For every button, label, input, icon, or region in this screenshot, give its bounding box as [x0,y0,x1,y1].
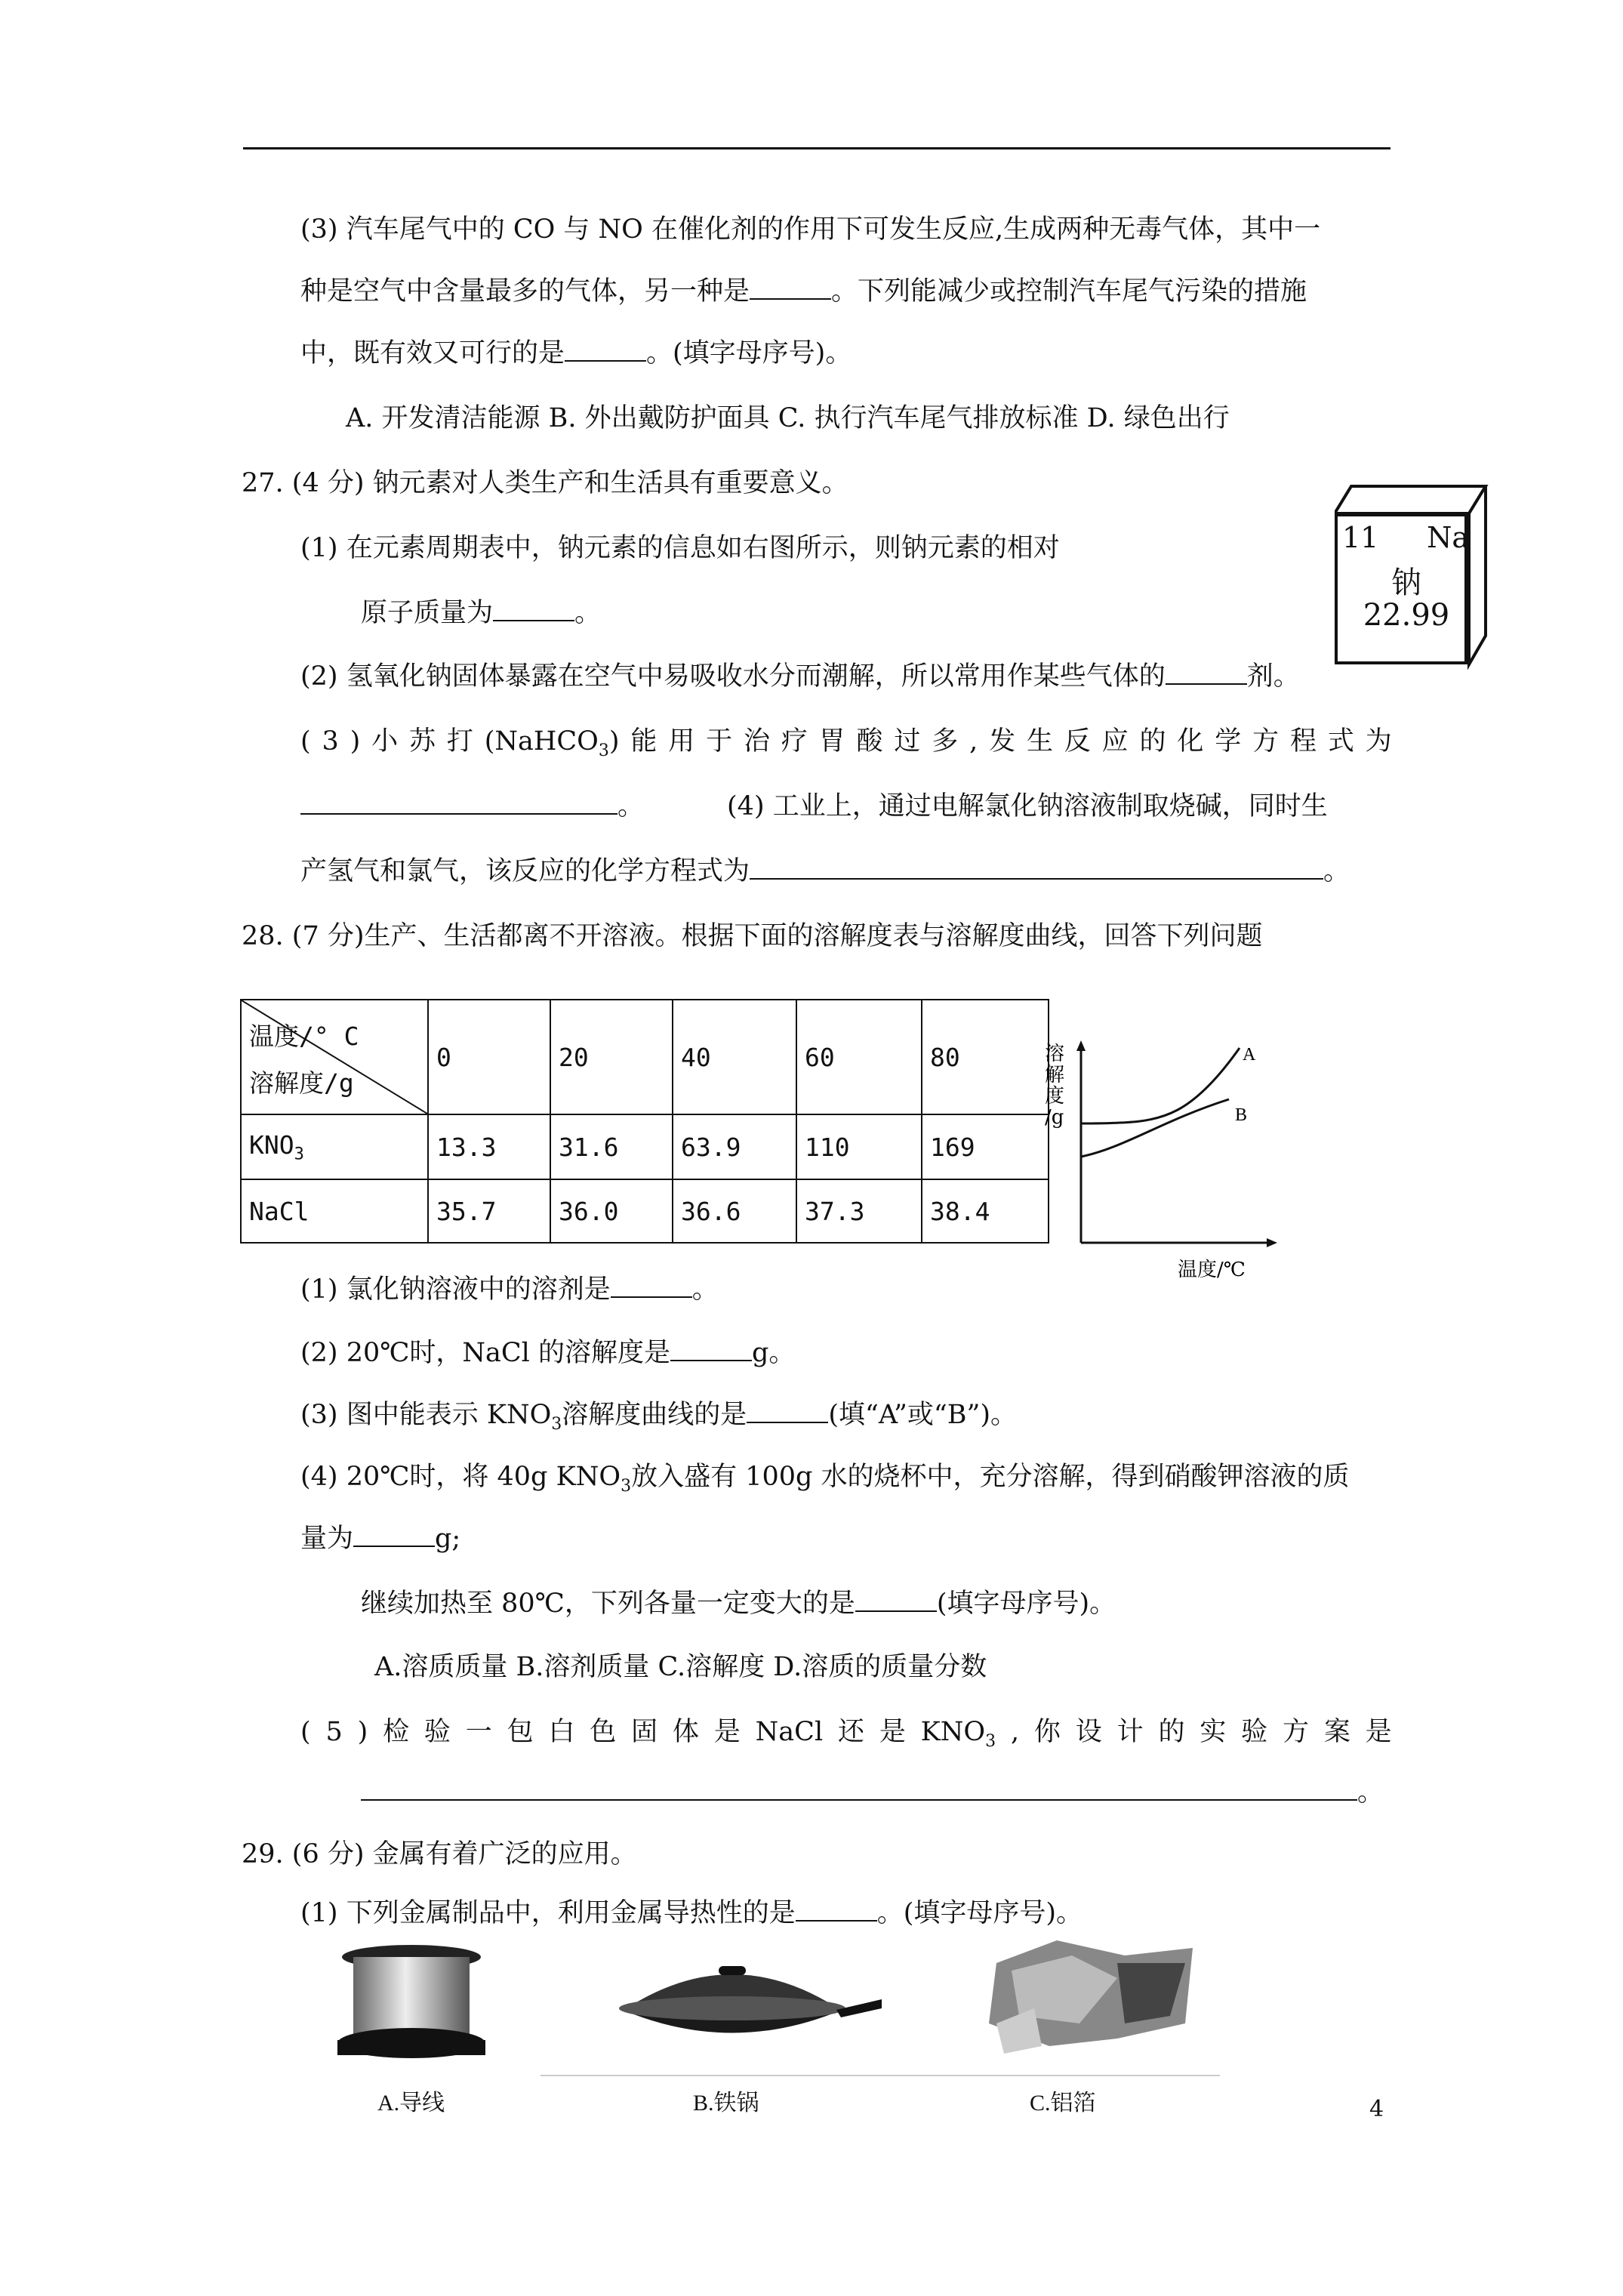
q27-part2: (2) 氢氧化钠固体暴露在空气中易吸收水分而潮解，所以常用作某些气体的 剂。 [300,661,1300,692]
q28-part4-heat: 继续加热至 80℃，下列各量一定变大的是 (填字母序号)。 [361,1589,1116,1619]
temp-header: 20 [550,1000,673,1114]
header-rule [243,147,1390,149]
table-cell: 63.9 [673,1114,796,1179]
q26-line-1: (3) 汽车尾气中的 CO 与 NO 在催化剂的作用下可发生反应,生成两种无毒气体，其中一 [300,214,1321,245]
solubility-table [240,999,1049,1244]
y-label-char: 解 [1045,1064,1065,1086]
q27-part1-cont: 原子质量为 。 [361,598,602,628]
table-cell: 38.4 [922,1179,1049,1243]
q28-part2: (2) 20℃时，NaCl 的溶解度是 g。 [300,1338,796,1368]
page-number: 4 [1369,2096,1384,2122]
corner-solubility-label: 溶解度/g [249,1068,354,1098]
curve-b [1081,1099,1229,1157]
curve-a [1081,1048,1240,1123]
sodium-element-card [1335,485,1478,636]
table-cell: 36.0 [550,1179,673,1243]
y-label-char: /g [1045,1106,1064,1129]
caption-c: C.铝箔 [1030,2091,1096,2116]
q26-line-3: 中，既有效又可行的是 。(填字母序号)。 [300,338,852,368]
temp-header: 0 [428,1000,550,1114]
y-label-char: 度 [1045,1085,1065,1108]
table-row [241,1114,1049,1179]
q27-part1: (1) 在元素周期表中，钠元素的信息如右图所示，则钠元素的相对 [300,533,1060,563]
iron-wok-image [596,1948,883,2069]
x-axis-arrow-icon [1267,1238,1277,1247]
q28-part3: (3) 图中能表示 $KNO_3$溶解度曲线的是 (填“A”或“B”)。 [300,1400,1018,1434]
atomic-mass: 22.99 [1363,598,1450,633]
q28-title: 28. (7 分)生产、生活都离不开溶液。根据下面的溶解度表与溶解度曲线，回答下列问题 [242,921,1263,951]
aluminum-foil-image [966,1933,1208,2065]
q28-part4-options: A.溶质质量 B.溶剂质量 C.溶解度 D.溶质的质量分数 [374,1652,987,1682]
curve-a-label: A [1243,1045,1256,1065]
table-cell: 13.3 [428,1114,550,1179]
q28-part5-answer: 。 [361,1774,1384,1811]
table-row [241,1179,1049,1243]
solubility-curve-graph [1042,1034,1298,1284]
row-label-kno3: $KNO_3$ [241,1114,428,1179]
caption-b: B.铁锅 [693,2091,759,2116]
q28-part4: (4) 20℃时，将 40g $KNO_3$放入盛有 100g 水的烧杯中，充分溶解，得到硝酸钾溶液的质 [300,1462,1350,1496]
table-cell: 31.6 [550,1114,673,1179]
table-cell: 110 [796,1114,922,1179]
q27-part3-cont: 。 (4) 工业上，通过电解氯化钠溶液制取烧碱，同时生 [300,788,1328,824]
table-cell: 169 [922,1114,1049,1179]
element-name: 钠 [1391,566,1421,600]
q26-options: A. 开发清洁能源 B. 外出戴防护面具 C. 执行汽车尾气排放标准 D. 绿色出行 [346,403,1230,433]
row-label-nacl: NaCl [241,1179,428,1243]
y-label-char: 溶 [1045,1043,1065,1065]
corner-temp-label: 温度/° C [249,1022,359,1051]
q29-title: 29. (6 分) 金属有着广泛的应用。 [242,1839,637,1869]
q27-part4-cont: 产氢气和氯气，该反应的化学方程式为 。 [300,856,1350,886]
wire-spool-image [332,1940,491,2069]
temp-header: 60 [796,1000,922,1114]
table-corner-cell [241,1000,428,1114]
q29-part1: (1) 下列金属制品中，利用金属导热性的是 。(填字母序号)。 [300,1898,1083,1928]
x-axis-label: 温度/℃ [1178,1259,1246,1281]
q27-part3: ( 3 ) 小 苏 打 (NaHCO$_3$) 能 用 于 治 疗 胃 酸 过 多 , 发 生 反 应 的 化 学 方 程 式 为 [300,726,1392,760]
curve-b-label: B [1235,1105,1248,1125]
image-strip-divider [540,2075,1220,2076]
q26-line-2: 种是空气中含量最多的气体，另一种是 。下列能减少或控制汽车尾气污染的措施 [300,276,1307,307]
q28-part4-cont: 量为 g; [300,1524,461,1554]
temp-header: 80 [922,1000,1049,1114]
table-cell: 36.6 [673,1179,796,1243]
q28-part5: ( 5 ) 检 验 一 包 白 色 固 体 是 NaCl 还 是 $KNO_3$ , 你 设 计 的 实 验 方 案 是 [300,1717,1392,1751]
element-symbol: Na [1427,521,1469,554]
table-cell: 35.7 [428,1179,550,1243]
temp-header: 40 [673,1000,796,1114]
q28-part1: (1) 氯化钠溶液中的溶剂是 。 [300,1274,719,1305]
y-axis-arrow-icon [1076,1040,1086,1051]
caption-a: A.导线 [377,2091,445,2116]
q27-title: 27. (4 分) 钠元素对人类生产和生活具有重要意义。 [242,468,848,498]
table-cell: 37.3 [796,1179,922,1243]
atomic-number: 11 [1342,521,1379,554]
